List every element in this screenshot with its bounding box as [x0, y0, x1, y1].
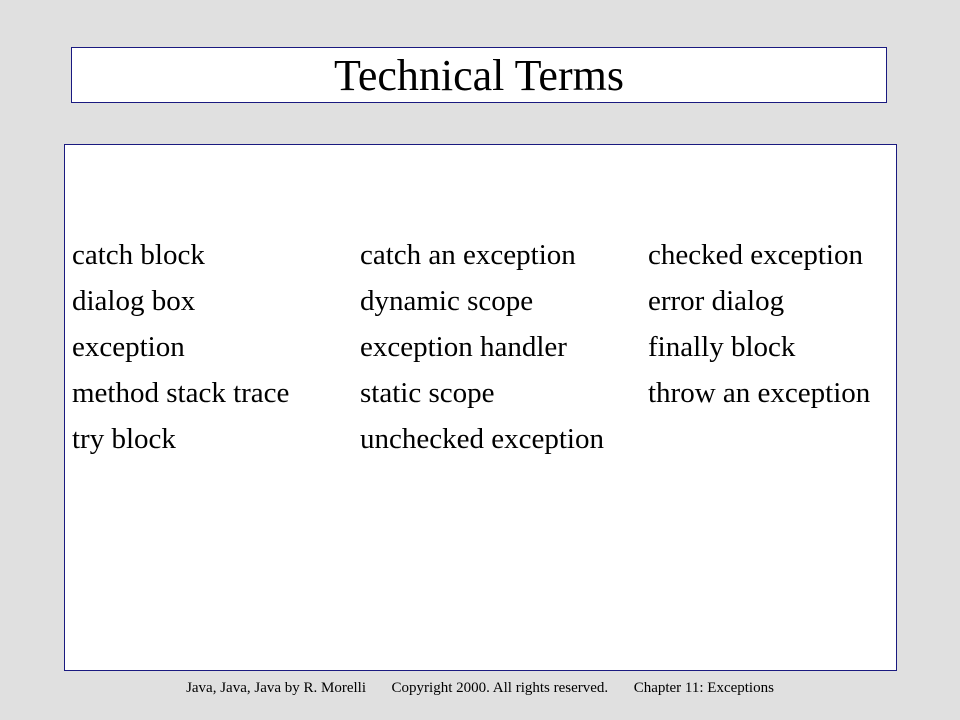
footer-book: Java, Java, Java by R. Morelli	[186, 680, 367, 696]
footer-copyright: Copyright 2000. All rights reserved.	[391, 680, 609, 696]
term-item: exception handler	[360, 331, 567, 363]
footer-chapter: Chapter 11: Exceptions	[633, 680, 774, 696]
term-item: finally block	[648, 331, 796, 363]
footer	[0, 680, 960, 697]
term-item: catch block	[72, 239, 205, 271]
term-item: dynamic scope	[360, 285, 534, 317]
term-item: exception	[72, 331, 185, 363]
title-box	[71, 47, 887, 103]
term-item: catch an exception	[360, 239, 576, 271]
terms-grid	[72, 235, 898, 465]
term-item: try block	[72, 423, 176, 455]
page-title: Technical Terms	[334, 51, 624, 100]
term-item: unchecked exception	[360, 423, 604, 455]
term-item: method stack trace	[72, 377, 290, 409]
term-item: checked exception	[648, 239, 863, 271]
term-item: throw an exception	[648, 377, 871, 409]
term-item: static scope	[360, 377, 495, 409]
term-item: error dialog	[648, 285, 785, 317]
term-item	[648, 419, 898, 465]
content-box	[64, 144, 897, 671]
term-item: dialog box	[72, 285, 196, 317]
